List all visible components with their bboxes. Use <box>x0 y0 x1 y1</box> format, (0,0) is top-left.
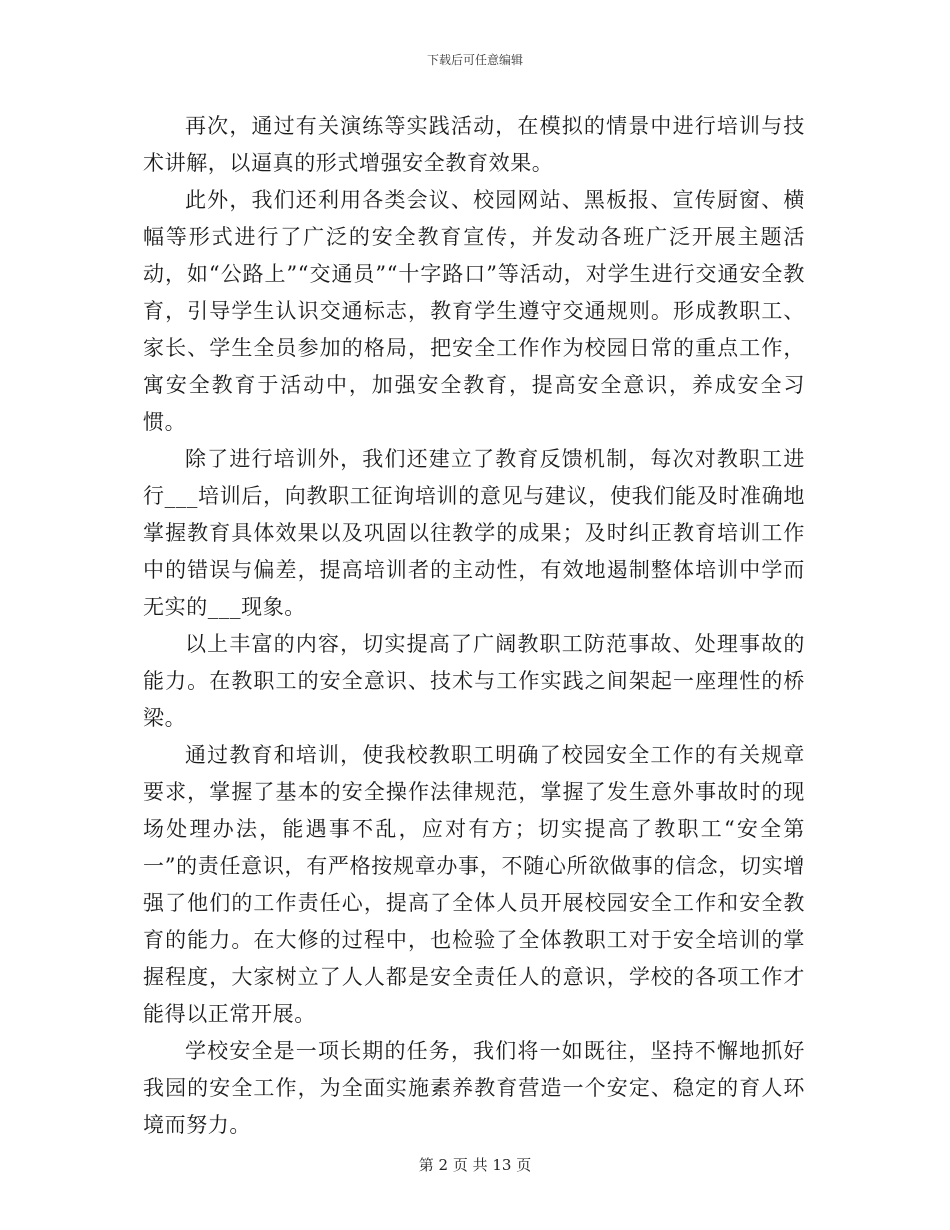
page-number: 第 2 页 共 13 页 <box>418 1156 532 1174</box>
page-header <box>0 52 950 68</box>
paragraph-capability-improvement: 以上丰富的内容，切实提高了广阔教职工防范事故、处理事故的能力。在教职工的安全意识、技术与工作实践之间架起一座理性的桥梁。 <box>143 632 805 730</box>
paragraph-feedback-mechanism: 除了进行培训外，我们还建立了教育反馈机制，每次对教职工进行___培训后，向教职工征询培训的意见与建议，使我们能及时准确地掌握教育具体效果以及巩固以往教学的成果；及时纠正教育培训工作中的错误与偏差，提高培训者的主动性，有效地遏制整体培训中学而无实的___现象。 <box>143 447 805 619</box>
page-footer <box>0 1155 950 1175</box>
document-body <box>143 108 805 1144</box>
paragraph-publicity-activities: 此外，我们还利用各类会议、校园网站、黑板报、宣传厨窗、横幅等形式进行了广泛的安全教育宣传，并发动各班广泛开展主题活动，如“公路上”“交通员”“十字路口”等活动，对学生进行交通安全教育，引导学生认识交通标志，教育学生遵守交通规则。形成教职工、家长、学生全员参加的格局，把安全工作作为校园日常的重点工作，寓安全教育于活动中，加强安全教育，提高安全意识，养成安全习惯。 <box>143 188 805 434</box>
header-note: 下载后可任意编辑 <box>426 53 523 67</box>
paragraph-long-term-task: 学校安全是一项长期的任务，我们将一如既往，坚持不懈地抓好我园的安全工作，为全面实施素养教育营造一个安定、稳定的育人环境而努力。 <box>143 1039 805 1137</box>
paragraph-training-results: 通过教育和培训，使我校教职工明确了校园安全工作的有关规章要求，掌握了基本的安全操作法律规范，掌握了发生意外事故时的现场处理办法，能遇事不乱，应对有方；切实提高了教职工“安全第一”的责任意识，有严格按规章办事，不随心所欲做事的信念，切实增强了他们的工作责任心，提高了全体人员开展校园安全工作和安全教育的能力。在大修的过程中，也检验了全体教职工对于安全培训的掌握程度，大家树立了人人都是安全责任人的意识，学校的各项工作才能得以正常开展。 <box>143 743 805 1026</box>
paragraph-drill-training: 再次，通过有关演练等实践活动，在模拟的情景中进行培训与技术讲解，以逼真的形式增强安全教育效果。 <box>143 114 805 175</box>
